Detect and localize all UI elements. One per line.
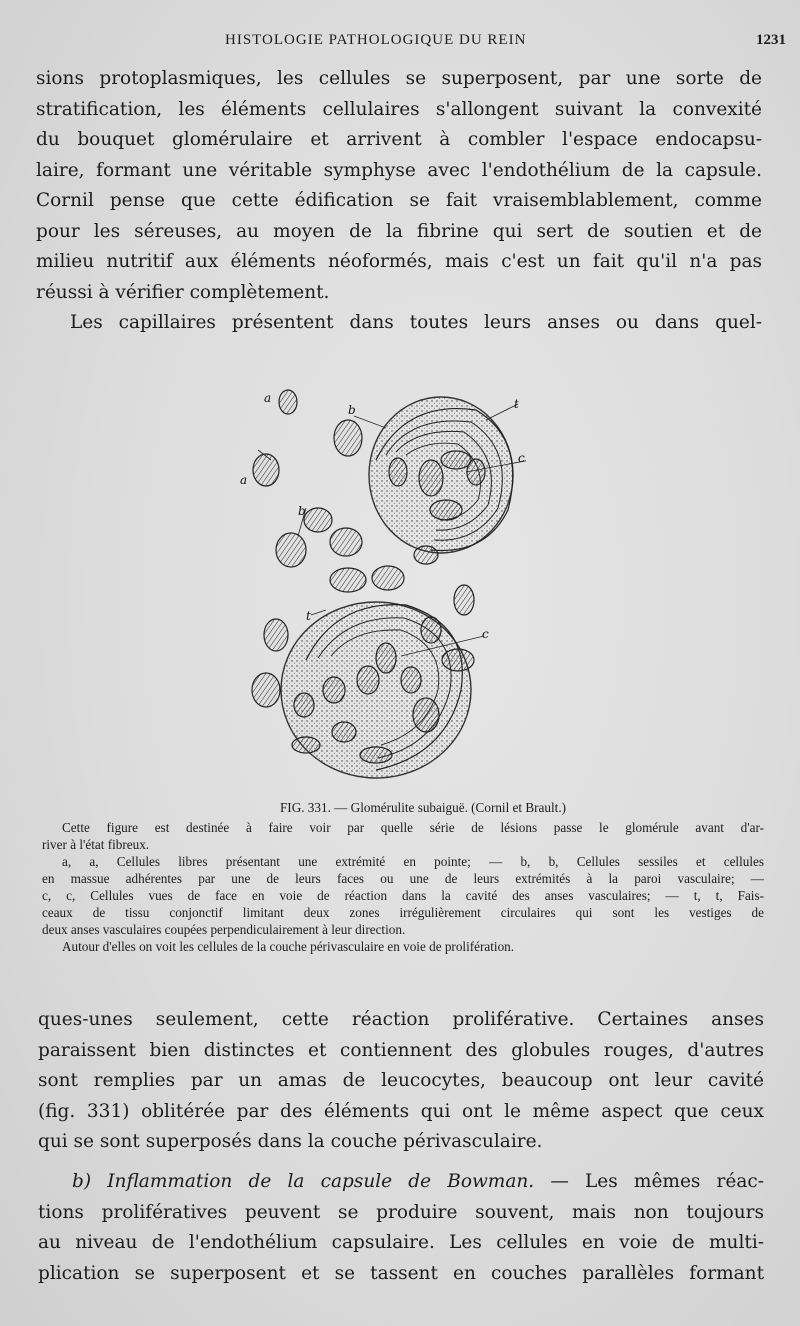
text-line: du bouquet glomérulaire et arrivent à combler l'espace endocapsu- (36, 129, 762, 150)
caption-line: deux anses vasculaires coupées perpendiculairement à leur direction. (42, 922, 406, 937)
text-line: plication se superposent et se tassent en couches parallèles formant (38, 1262, 764, 1284)
text-line: stratification, les éléments cellulaires s'allongent suivant la convexité (36, 98, 762, 120)
text-line: Cornil pense que cette édification se fait vraisemblablement, comme (36, 190, 762, 211)
paragraph-3 (38, 1167, 764, 1289)
paragraph-2 (38, 1005, 764, 1158)
section-heading-line (38, 1167, 764, 1198)
label-a-left: a (240, 473, 248, 487)
running-head: HISTOLOGIE PATHOLOGIQUE DU REIN (225, 32, 527, 48)
text-line: paraissent bien distinctes et contiennent des globules rouges, d'autres (38, 1039, 764, 1061)
page-number: 1231 (756, 32, 786, 48)
caption-line: en massue adhérentes par une de leurs faces ou une de leurs extrémités à la paroi vasculaire; — (42, 871, 764, 886)
section-heading-rest: — Les mêmes réac- (534, 1171, 764, 1192)
label-t-top: t (514, 397, 519, 411)
text-line: réussi à vérifier complètement. (36, 281, 330, 303)
figure-caption-body (42, 819, 764, 955)
caption-line: c, c, Cellules vues de face en voie de réaction dans la cavité des anses vasculaires; — t, t, Fais- (42, 888, 764, 903)
label-a-top: a (264, 391, 272, 405)
caption-line: a, a, Cellules libres présentant une extrémité en pointe; — b, b, Cellules sessiles et cellules (62, 854, 764, 869)
page-header (0, 30, 800, 54)
text-line: (fig. 331) oblitérée par des éléments qui ont le même aspect que ceux (38, 1100, 764, 1122)
label-b-mid: b (298, 504, 306, 518)
caption-line: Cette figure est destinée à faire voir par quelle série de lésions passe le glomérule avant d'ar- (62, 820, 764, 835)
caption-line: ceaux de tissu conjonctif limitant deux zones irrégulièrement circulaires qui sont les vestiges de (42, 905, 764, 920)
caption-line: river à l'état fibreux. (42, 837, 150, 852)
label-b-top: b (348, 403, 356, 417)
section-heading: b) Inflammation de la capsule de Bowman. (72, 1171, 535, 1192)
label-t-mid: t (306, 609, 311, 623)
text-line: tions prolifératives peuvent se produire souvent, mais non toujours (38, 1201, 764, 1223)
text-line: milieu nutritif aux éléments néoformés, mais c'est un fait qu'il n'a pas (36, 251, 762, 272)
text-line: Les capillaires présentent dans toutes leurs anses ou dans quel- (70, 312, 762, 333)
text-line: sont remplies par un amas de leucocytes, beaucoup ont leur cavité (38, 1070, 764, 1091)
text-line: sions protoplasmiques, les cellules se superposent, par une sorte de (36, 68, 762, 89)
glomerulus-drawing (236, 360, 526, 790)
text-line: pour les séreuses, au moyen de la fibrine qui sert de soutien et de (36, 220, 762, 242)
text-line: au niveau de l'endothélium capsulaire. Les cellules en voie de multi- (38, 1232, 764, 1253)
text-line: laire, formant une véritable symphyse avec l'endothélium de la capsule. (36, 159, 762, 181)
paragraph-1 (36, 64, 762, 339)
text-line: qui se sont superposés dans la couche périvasculaire. (38, 1131, 543, 1152)
label-c-mid: c (482, 627, 489, 641)
caption-title-text: FIG. 331. — Glomérulite subaiguë. (Cornil et Brault.) (279, 800, 567, 815)
text-line: ques-unes seulement, cette réaction proliférative. Certaines anses (38, 1009, 764, 1030)
label-c-top: c (518, 451, 525, 465)
caption-line: Autour d'elles on voit les cellules de la couche périvasculaire en voie de prolifération. (62, 939, 515, 954)
figure-331-illustration (236, 360, 526, 790)
figure-caption-title (42, 799, 764, 816)
